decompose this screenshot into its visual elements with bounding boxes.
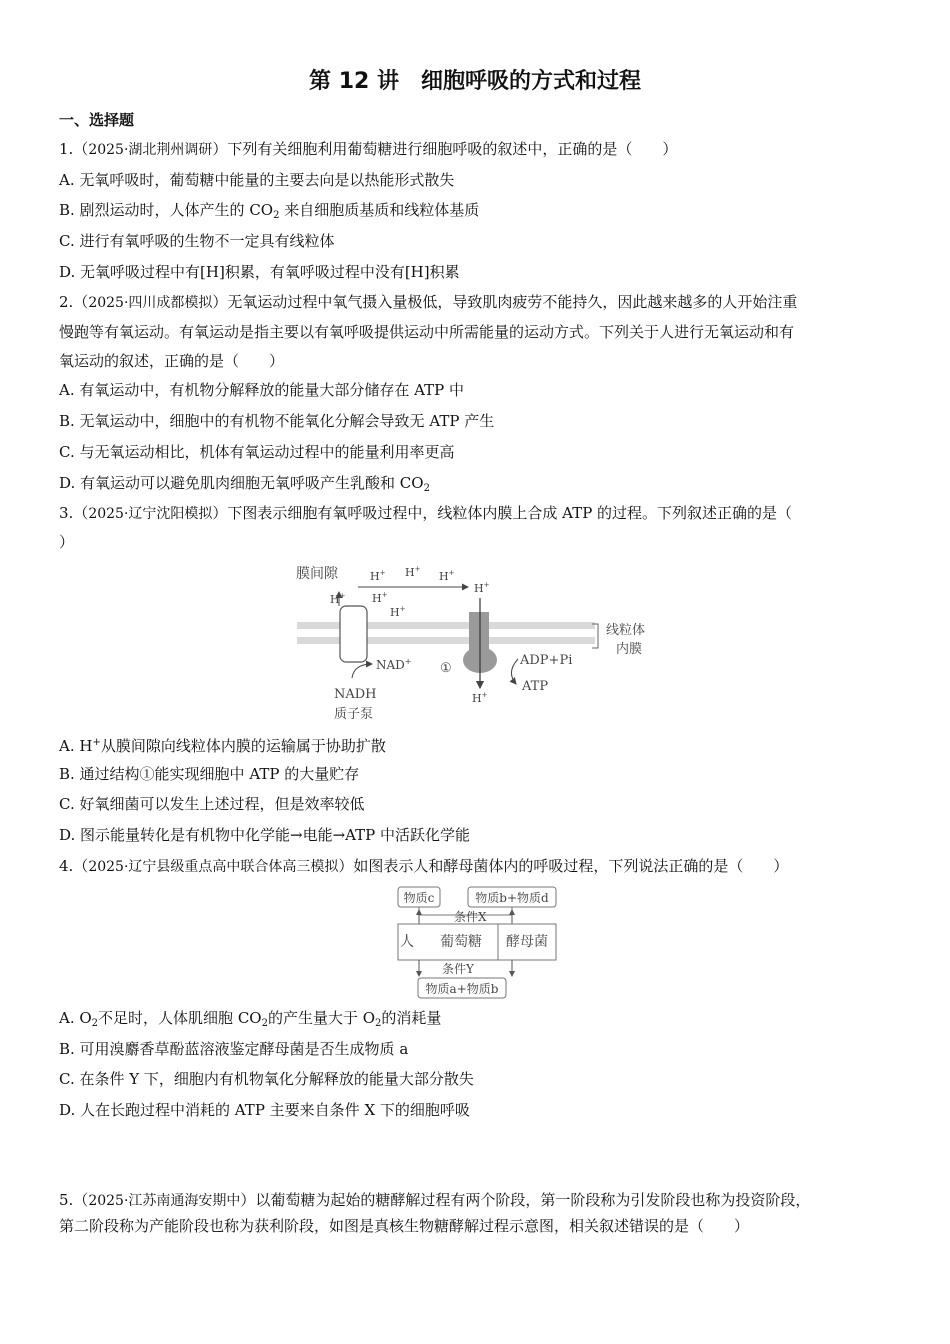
section-heading: 一、选择题 — [59, 111, 135, 129]
q1-stem: 1.（2025·湖北荆州调研）下列有关细胞利用葡萄糖进行细胞呼吸的叙述中，正确的是（ ） — [59, 140, 678, 158]
h-ion-5: H+ — [439, 569, 455, 583]
atp-formation-arrow — [511, 659, 518, 684]
condition-y-label: 条件Y — [442, 962, 474, 976]
q4-stem: 4.（2025·辽宁县级重点高中联合体高三模拟）如图表示人和酵母菌体内的呼吸过程，下列说法正确的是（ ） — [59, 857, 789, 875]
q3-option-b: B. 通过结构①能实现细胞中 ATP 的大量贮存 — [59, 765, 360, 783]
q3-option-c: C. 好氧细菌可以发生上述过程，但是效率较低 — [59, 795, 365, 813]
h-ion-2: H+ — [372, 591, 388, 605]
q4-option-a: A. $O_2$不足时，人体肌细胞 $CO_2$的产生量大于 $O_2$的消耗量 — [59, 1009, 442, 1029]
proton-pump-label: 质子泵 — [334, 707, 374, 722]
membrane-label-1: 线粒体 — [606, 623, 646, 638]
q1-option-a: A. 无氧呼吸时，葡萄糖中能量的主要去向是以热能形式散失 — [59, 171, 455, 189]
q2-option-b: B. 无氧运动中，细胞中的有机物不能氧化分解会导致无 ATP 产生 — [59, 412, 495, 430]
glucose-label: 葡萄糖 — [440, 934, 482, 950]
q1-source: 2025·湖北荆州调研 — [88, 142, 213, 158]
substance-bd-label: 物质b+物质d — [475, 891, 549, 905]
q4-option-c: C. 在条件 Y 下，细胞内有机物氧化分解释放的能量大部分散失 — [59, 1070, 474, 1088]
h-ion-6: H+ — [390, 605, 406, 619]
page-title: 第 12 讲 细胞呼吸的方式和过程 — [309, 69, 641, 94]
q5-stem-line2: 第二阶段称为产能阶段也称为获利阶段，如图是真核生物糖酵解过程示意图，相关叙述错误的是（ ） — [59, 1217, 750, 1235]
membrane-label-2: 内膜 — [616, 642, 643, 657]
q2-option-c: C. 与无氧运动相比，机体有氧运动过程中的能量利用率更高 — [59, 443, 455, 461]
q1-option-c: C. 进行有氧呼吸的生物不一定具有线粒体 — [59, 232, 335, 250]
q2-stem-line3: 氧运动的叙述，正确的是（ ） — [59, 352, 285, 370]
q3-source: 2025·辽宁沈阳模拟 — [88, 506, 213, 522]
q2-option-d: D. 有氧运动可以避免肌肉细胞无氧呼吸产生乳酸和 $CO_2$ — [59, 474, 430, 494]
q2-option-a: A. 有氧运动中，有机物分解释放的能量大部分储存在 ATP 中 — [59, 381, 465, 399]
h-ion-8: H+ — [472, 691, 488, 705]
q3-stem-line1: 3.（2025·辽宁沈阳模拟）下图表示细胞有氧呼吸过程中，线粒体内膜上合成 ATP 的过程。下列叙述正确的是（ — [59, 504, 793, 522]
q1-option-b: B. 剧烈运动时，人体产生的 $CO_2$ 来自细胞质基质和线粒体基质 — [59, 201, 480, 221]
condition-x-label: 条件X — [454, 910, 487, 924]
q2-stem-line2: 慢跑等有氧运动。有氧运动是指主要以有氧呼吸提供运动中所需能量的运动方式。下列关于人进行无氧运动和有 — [59, 323, 795, 341]
h-ion-7: H+ — [474, 581, 490, 595]
q2-source: 2025·四川成都模拟 — [88, 295, 213, 311]
nadh-label: NADH — [334, 687, 377, 702]
nadh-proton-pump — [340, 606, 367, 662]
q3-stem-line2: ） — [59, 533, 75, 551]
q4-option-b: B. 可用溴麝香草酚蓝溶液鉴定酵母菌是否生成物质 a — [59, 1040, 409, 1058]
substance-c-label: 物质c — [403, 891, 435, 905]
intermembrane-space-label: 膜间隙 — [296, 566, 338, 582]
adp-pi-label: ADP+Pi — [520, 653, 573, 668]
q5-source: 2025·江苏南通海安期中 — [88, 1193, 241, 1209]
substance-ab-label: 物质a+物质b — [425, 982, 499, 996]
q5-stem-line1: 5.（2025·江苏南通海安期中）以葡萄糖为起始的糖酵解过程有两个阶段，第一阶段称为引发阶段也称为投资阶段， — [59, 1191, 811, 1209]
nad-label: NAD+ — [376, 657, 412, 672]
q3-option-d: D. 图示能量转化是有机物中化学能→电能→ATP 中活跃化学能 — [59, 826, 471, 844]
q1-option-d: D. 无氧呼吸过程中有[H]积累，有氧呼吸过程中没有[H]积累 — [59, 263, 460, 281]
respiration-flow-figure — [394, 884, 562, 1000]
structure-1-label: ① — [440, 661, 452, 676]
h-ion-4: H+ — [405, 565, 421, 579]
person-label: 人 — [400, 934, 414, 950]
q3-option-a: A. H+从膜间隙向线粒体内膜的运输属于协助扩散 — [59, 737, 386, 755]
h-ion-1: H+ — [330, 592, 346, 606]
yeast-label: 酵母菌 — [506, 934, 548, 950]
q2-stem-line1: 2.（2025·四川成都模拟）无氧运动过程中氧气摄入量极低，导致肌肉疲劳不能持久，因此越来越多的人开始注重 — [59, 293, 798, 311]
atp-label: ATP — [522, 679, 549, 694]
h-ion-3: H+ — [370, 569, 386, 583]
q4-source: 2025·辽宁县级重点高中联合体高三模拟 — [88, 859, 339, 875]
nadh-conversion-arrow — [352, 664, 372, 678]
mitochondria-atp-synthesis-figure — [292, 560, 664, 726]
q4-option-d: D. 人在长跑过程中消耗的 ATP 主要来自条件 X 下的细胞呼吸 — [59, 1101, 470, 1119]
